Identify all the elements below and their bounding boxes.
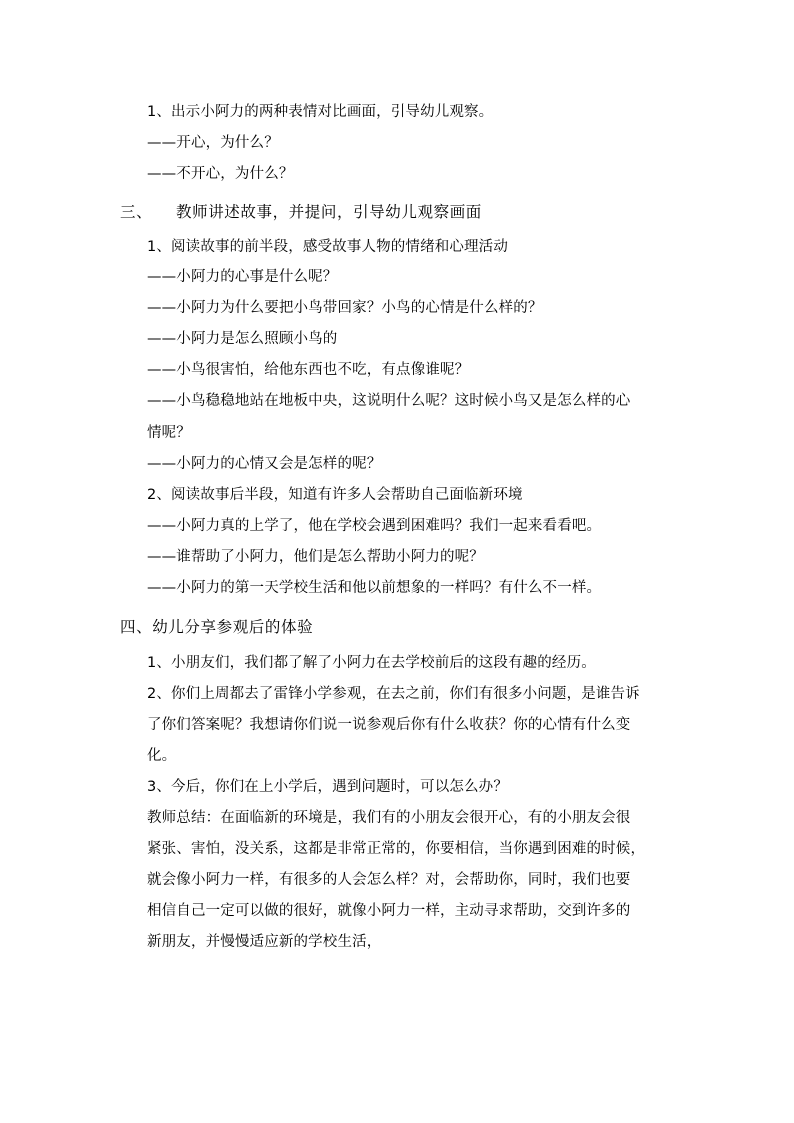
step-1-line: 1、阅读故事的前半段，感受故事人物的情绪和心理活动	[147, 239, 508, 255]
step-1-line: 1、出示小阿力的两种表情对比画面，引导幼儿观察。	[147, 104, 494, 120]
step-2-line: 2、阅读故事后半段，知道有许多人会帮助自己面临新环境	[147, 487, 523, 503]
teacher-summary-line: 就会像小阿力一样，有很多的人会怎么样？对，会帮助你，同时，我们也要	[147, 872, 631, 888]
question-line: ——不开心，为什么？	[147, 166, 294, 182]
question-line: ——小阿力为什么要把小鸟带回家？小鸟的心情是什么样的？	[147, 300, 543, 316]
question-line-continuation: 情呢？	[147, 425, 191, 441]
section-three-title: 教师讲述故事，并提问，引导幼儿观察画面	[176, 203, 482, 221]
teacher-summary-line: 教师总结：在面临新的环境是，我们有的小朋友会很开心，有的小朋友会很	[147, 810, 631, 826]
question-line: ——小阿力是怎么照顾小鸟的	[147, 331, 338, 347]
step-2-line-continuation: 了你们答案呢？我想请你们说一说参观后你有什么收获？你的心情有什么变	[147, 717, 631, 733]
step-3-line: 3、今后，你们在上小学后，遇到问题时，可以怎么办？	[147, 779, 508, 795]
question-line: ——开心，为什么？	[147, 135, 279, 151]
question-line: ——小鸟很害怕，给他东西也不吃，有点像谁呢？	[147, 362, 470, 378]
question-line: ——小阿力的第一天学校生活和他以前想象的一样吗？有什么不一样。	[147, 580, 602, 596]
section-three-number: 三、	[120, 203, 153, 221]
step-2-line-continuation: 化。	[147, 748, 177, 764]
section-four-heading: 四、幼儿分享参观后的体验	[120, 618, 314, 636]
step-2-line: 2、你们上周都去了雷锋小学参观，在去之前，你们有很多小问题，是谁告诉	[147, 686, 640, 702]
question-line: ——小阿力真的上学了，他在学校会遇到困难吗？我们一起来看看吧。	[147, 518, 602, 534]
question-line: ——小鸟稳稳地站在地板中央，这说明什么呢？这时候小鸟又是怎么样的心	[147, 393, 631, 409]
question-line: ——谁帮助了小阿力，他们是怎么帮助小阿力的呢？	[147, 549, 484, 565]
step-1-line: 1、小朋友们，我们都了解了小阿力在去学校前后的这段有趣的经历。	[147, 655, 596, 671]
question-line: ——小阿力的心情又会是怎样的呢？	[147, 456, 382, 472]
question-line: ——小阿力的心事是什么呢？	[147, 269, 338, 285]
teacher-summary-line: 新朋友，并慢慢适应新的学校生活，	[147, 934, 382, 950]
teacher-summary-line: 紧张、害怕，没关系，这都是非常正常的，你要相信，当你遇到困难的时候，	[147, 841, 646, 857]
teacher-summary-line: 相信自己一定可以做的很好，就像小阿力一样，主动寻求帮助，交到许多的	[147, 903, 631, 919]
